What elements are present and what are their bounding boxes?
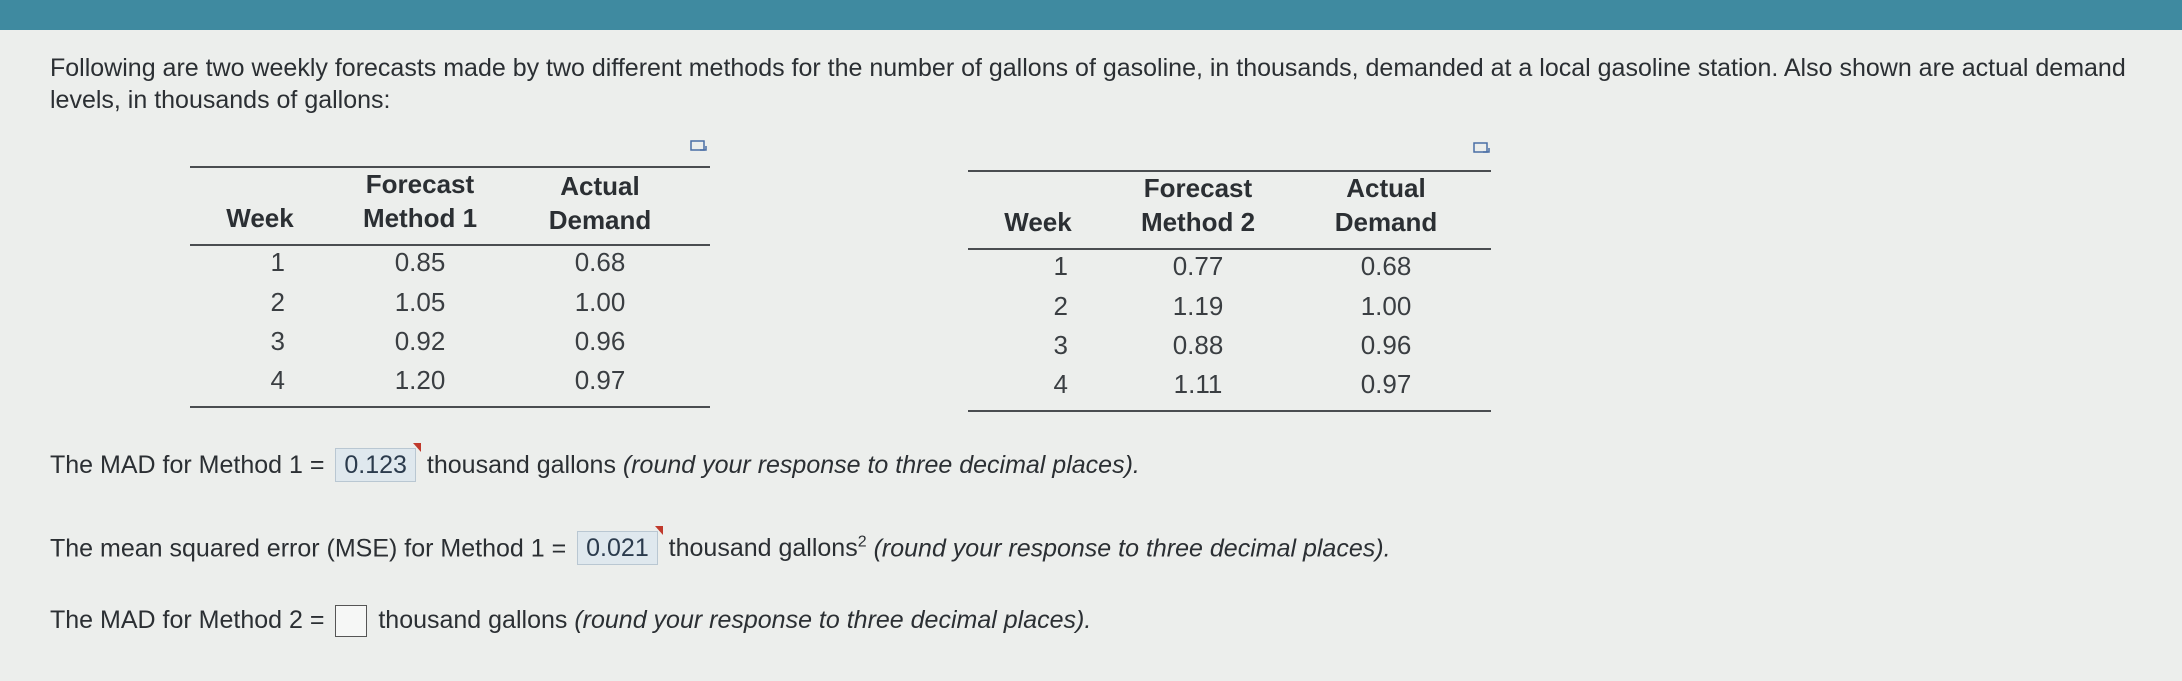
question-unit: thousand gallons (378, 606, 568, 634)
table-cell-forecast: 0.85 (394, 247, 446, 277)
col-header-forecast-method: Method 1 (362, 203, 478, 233)
question-mad-method-1 (50, 448, 1140, 482)
table-cell-week: 4 (1053, 369, 1068, 399)
table-cell-actual: 0.97 (574, 365, 626, 395)
table-cell-forecast: 1.19 (1172, 291, 1224, 321)
table-cell-week: 4 (270, 365, 285, 395)
question-note: (round your response to three decimal places). (574, 606, 1092, 634)
col-header-demand: Demand (1334, 207, 1438, 237)
question-unit (669, 534, 867, 562)
question-unit: thousand gallons (426, 451, 616, 479)
table-cell-forecast: 1.11 (1173, 369, 1223, 399)
table-cell-actual: 0.96 (574, 326, 626, 356)
answer-input-mad-method-2[interactable] (335, 605, 367, 637)
table-cell-week: 3 (270, 326, 285, 356)
col-header-forecast: Forecast (1143, 173, 1253, 203)
col-header-demand: Demand (548, 205, 652, 235)
question-mse-method-1 (50, 526, 1391, 565)
table-cell-forecast: 0.92 (394, 326, 446, 356)
col-header-actual: Actual (1346, 173, 1426, 203)
table-cell-forecast: 0.88 (1172, 330, 1224, 360)
table-cell-week: 3 (1053, 330, 1068, 360)
table-cell-actual: 1.00 (574, 287, 626, 317)
col-header-forecast: Forecast (365, 169, 475, 199)
problem-statement: Following are two weekly forecasts made by two different methods for the number of gallons of gasoline, in thousands, demanded at a local gasoline station. Also shown are actual demand levels, in thousands of gallons: (50, 54, 2126, 114)
question-prefix: The MAD for Method 1 = (50, 451, 325, 479)
col-header-week: Week (1004, 207, 1072, 237)
table-cell-actual: 0.68 (1360, 251, 1412, 281)
table-cell-actual: 0.68 (574, 247, 626, 277)
answer-flag-icon (655, 526, 663, 535)
answer-field-mse-method-1[interactable] (577, 531, 658, 565)
answer-flag-icon (413, 443, 421, 452)
question-mad-method-2 (50, 603, 1091, 637)
table-cell-week: 2 (270, 287, 285, 317)
table-cell-forecast: 1.20 (394, 365, 446, 395)
question-prefix: The MAD for Method 2 = (50, 606, 325, 634)
table-cell-actual: 1.00 (1360, 291, 1412, 321)
copy-table-icon[interactable] (1473, 142, 1491, 156)
table-cell-week: 2 (1053, 291, 1068, 321)
table-method-1 (190, 140, 710, 410)
table-cell-actual: 0.96 (1360, 330, 1412, 360)
answer-value: 0.123 (344, 451, 407, 479)
question-note: (round your response to three decimal places). (873, 534, 1391, 563)
answer-value: 0.021 (586, 534, 649, 563)
table-cell-week: 1 (1053, 251, 1068, 281)
copy-table-icon[interactable] (690, 140, 708, 154)
top-bar (0, 0, 2182, 30)
col-header-forecast-method: Method 2 (1140, 207, 1256, 237)
unit-exponent: 2 (857, 534, 867, 551)
question-prefix: The mean squared error (MSE) for Method 1 = (50, 534, 567, 563)
table-cell-actual: 0.97 (1360, 369, 1412, 399)
answer-field-mad-method-1[interactable] (335, 448, 416, 482)
col-header-week: Week (226, 203, 294, 233)
table-method-2 (968, 142, 1491, 414)
table-cell-week: 1 (270, 247, 285, 277)
table-bottom-rule (190, 406, 710, 408)
col-header-actual: Actual (560, 171, 640, 201)
table-cell-forecast: 1.05 (394, 287, 446, 317)
table-bottom-rule (968, 410, 1491, 412)
unit-text: thousand gallons (668, 534, 858, 563)
table-cell-forecast: 0.77 (1172, 251, 1224, 281)
question-note: (round your response to three decimal places). (622, 451, 1140, 479)
